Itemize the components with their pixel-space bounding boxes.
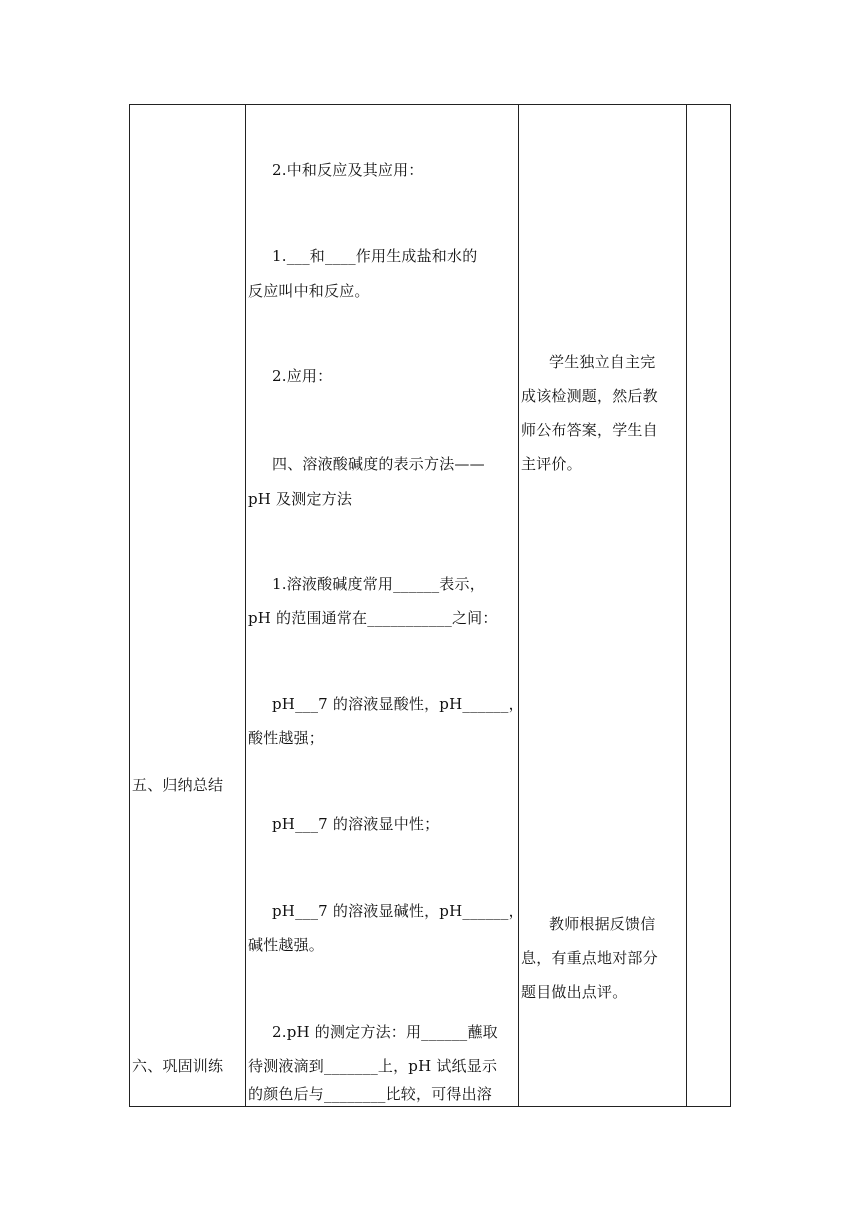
content-line: 碱性越强。 [248, 936, 325, 954]
content-line: 四、溶液酸碱度的表示方法—— [272, 455, 485, 473]
content-line: 酸性越强； [248, 729, 325, 747]
stage-label-summary: 五、归纳总结 [132, 776, 224, 794]
activity-line: 主评价。 [521, 455, 582, 473]
content-line: 反应叫中和反应。 [248, 282, 370, 300]
content-line: 1.溶液酸碱度常用______表示， [272, 575, 485, 593]
column-divider-1 [245, 104, 246, 1107]
stage-label-practice: 六、巩固训练 [132, 1057, 224, 1075]
content-line: pH___7 的溶液显酸性，pH______， [272, 695, 524, 713]
content-line: 2.中和反应及其应用： [272, 161, 424, 179]
activity-line: 息，有重点地对部分 [521, 949, 658, 967]
content-line: pH 的范围通常在___________之间： [248, 609, 498, 627]
content-line: pH___7 的溶液显碱性，pH______， [272, 902, 524, 920]
content-line: 待测液滴到_______上，pH 试纸显示 [248, 1057, 498, 1075]
content-line: 1.___和____作用生成盐和水的 [272, 247, 478, 265]
content-line: 2.pH 的测定方法：用______蘸取 [272, 1023, 498, 1041]
content-line: 的颜色后与________比较，可得出溶 [248, 1085, 493, 1103]
content-line: 2.应用： [272, 367, 333, 385]
content-line: pH___7 的溶液显中性； [272, 815, 440, 833]
activity-line: 学生独立自主完 [549, 353, 656, 371]
activity-line: 成该检测题，然后教 [521, 387, 658, 405]
activity-line: 教师根据反馈信 [549, 915, 656, 933]
column-divider-3 [686, 104, 687, 1107]
activity-line: 师公布答案，学生自 [521, 421, 658, 439]
content-line: pH 及测定方法 [248, 490, 353, 508]
column-divider-2 [518, 104, 519, 1107]
activity-line: 题目做出点评。 [521, 983, 628, 1001]
